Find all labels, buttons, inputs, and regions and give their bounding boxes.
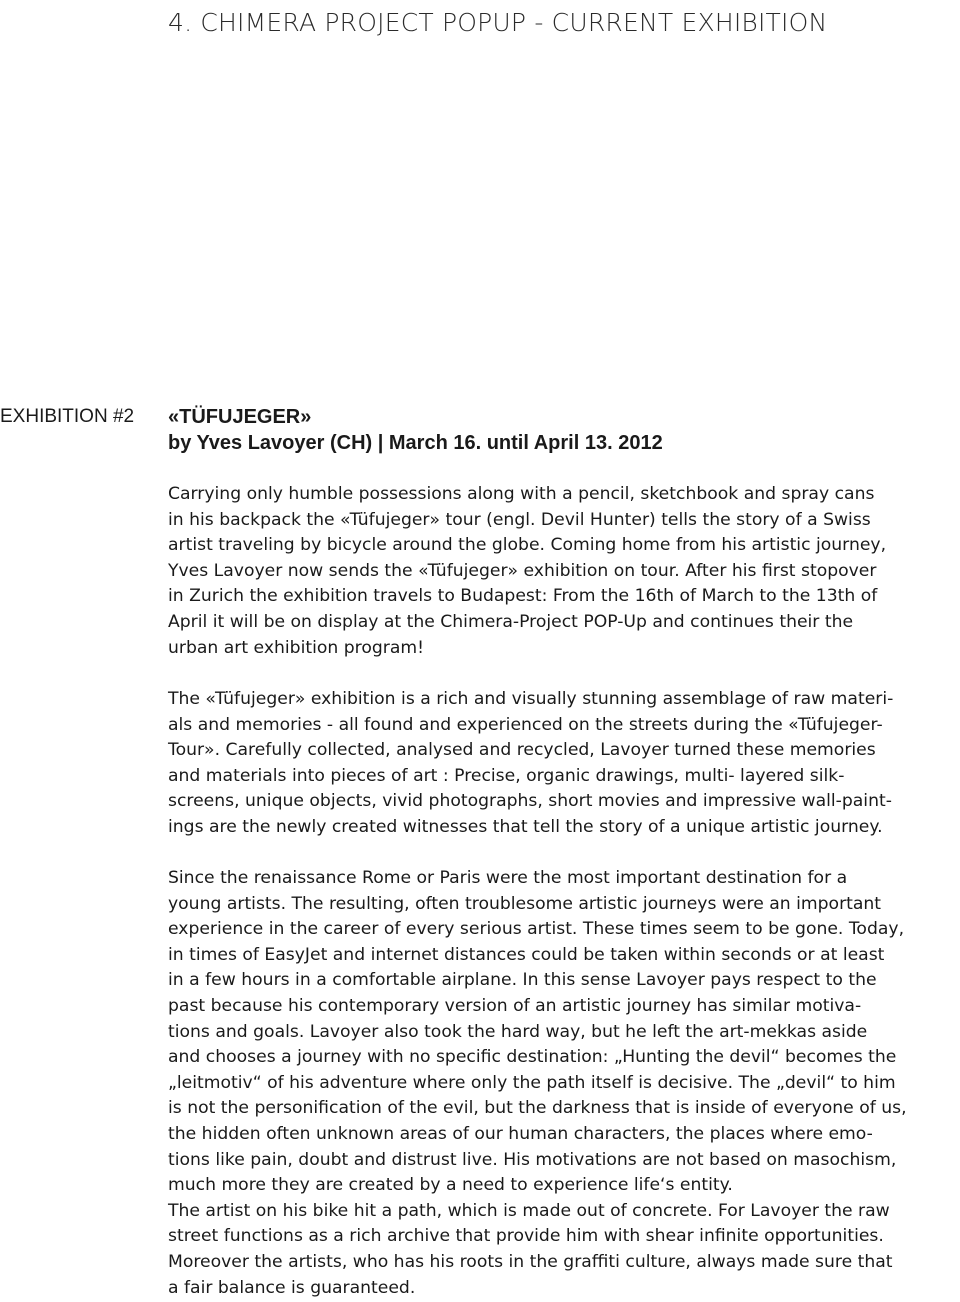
text-line: much more they are created by a need to experience life‘s entity. bbox=[168, 1175, 733, 1196]
text-line: in times of EasyJet and internet distances could be taken within seconds or at least bbox=[168, 944, 885, 965]
text-line: the hidden often unknown areas of our human characters, the places where emo- bbox=[168, 1123, 873, 1144]
text-line: and materials into pieces of art : Precise, organic drawings, multi- layered silk- bbox=[168, 765, 845, 786]
text-line: in a few hours in a comfortable airplane. In this sense Lavoyer pays respect to the bbox=[168, 970, 877, 991]
text-line: „leitmotiv“ of his adventure where only the path itself is decisive. The „devil“ to him bbox=[168, 1072, 896, 1093]
paragraph-history bbox=[168, 866, 948, 1301]
text-line: Since the renaissance Rome or Paris were the most important destination for a bbox=[168, 868, 848, 888]
text-line: and chooses a journey with no specific destination: „Hunting the devil“ becomes the bbox=[168, 1047, 897, 1068]
text-line: is not the personification of the evil, but the darkness that is inside of everyone of us, bbox=[168, 1098, 907, 1119]
exhibition-title: «TÜFUJEGER» bbox=[168, 406, 312, 428]
text-line: als and memories - all found and experienced on the streets during the «Tüfujeger- bbox=[168, 714, 883, 735]
text-line: urban art exhibition program! bbox=[168, 637, 424, 658]
text-line: Moreover the artists, who has his roots in the graffiti culture, always made sure that bbox=[168, 1251, 893, 1272]
paragraph-description bbox=[168, 687, 948, 841]
text-line: experience in the career of every serious artist. These times seem to be gone. Today, bbox=[168, 919, 905, 940]
page-header: 4. CHIMERA PROJECT POPUP - CURRENT EXHIBITION bbox=[168, 8, 828, 37]
text-line: past because his contemporary version of an artistic journey has similar motiva- bbox=[168, 995, 862, 1016]
text-line: young artists. The resulting, often troublesome artistic journeys were an important bbox=[168, 893, 882, 914]
text-line: artist traveling by bicycle around the globe. Coming home from his artistic journey, bbox=[168, 535, 887, 556]
text-line: The «Tüfujeger» exhibition is a rich and visually stunning assemblage of raw materi- bbox=[168, 689, 894, 709]
text-line: ings are the newly created witnesses that tell the story of a unique artistic journey. bbox=[168, 816, 883, 837]
text-line: Tour». Carefully collected, analysed and recycled, Lavoyer turned these memories bbox=[168, 740, 876, 761]
paragraph-intro bbox=[168, 482, 948, 661]
text-line: in Zurich the exhibition travels to Budapest: From the 16th of March to the 13th of bbox=[168, 586, 878, 607]
text-line: The artist on his bike hit a path, which is made out of concrete. For Lavoyer the raw bbox=[168, 1200, 890, 1221]
text-line: screens, unique objects, vivid photographs, short movies and impressive wall-paint- bbox=[168, 791, 892, 812]
text-line: Yves Lavoyer now sends the «Tüfujeger» exhibition on tour. After his first stopover bbox=[168, 560, 877, 581]
text-line: April it will be on display at the Chimera-Project POP-Up and continues their the bbox=[168, 611, 854, 632]
text-line: tions like pain, doubt and distrust live. His motivations are not based on masochism, bbox=[168, 1149, 897, 1170]
exhibition-subtitle: by Yves Lavoyer (CH) | March 16. until April 13. 2012 bbox=[168, 432, 663, 454]
text-line: street functions as a rich archive that provide him with shear infinite opportunities. bbox=[168, 1226, 884, 1247]
text-line: in his backpack the «Tüfujeger» tour (engl. Devil Hunter) tells the story of a Swiss bbox=[168, 509, 871, 530]
text-line: Carrying only humble possessions along with a pencil, sketchbook and spray cans bbox=[168, 484, 875, 504]
exhibition-tag: EXHIBITION #2 bbox=[0, 406, 135, 427]
text-line: tions and goals. Lavoyer also took the hard way, but he left the art-mekkas aside bbox=[168, 1021, 868, 1042]
text-line: a fair balance is guaranteed. bbox=[168, 1277, 416, 1298]
